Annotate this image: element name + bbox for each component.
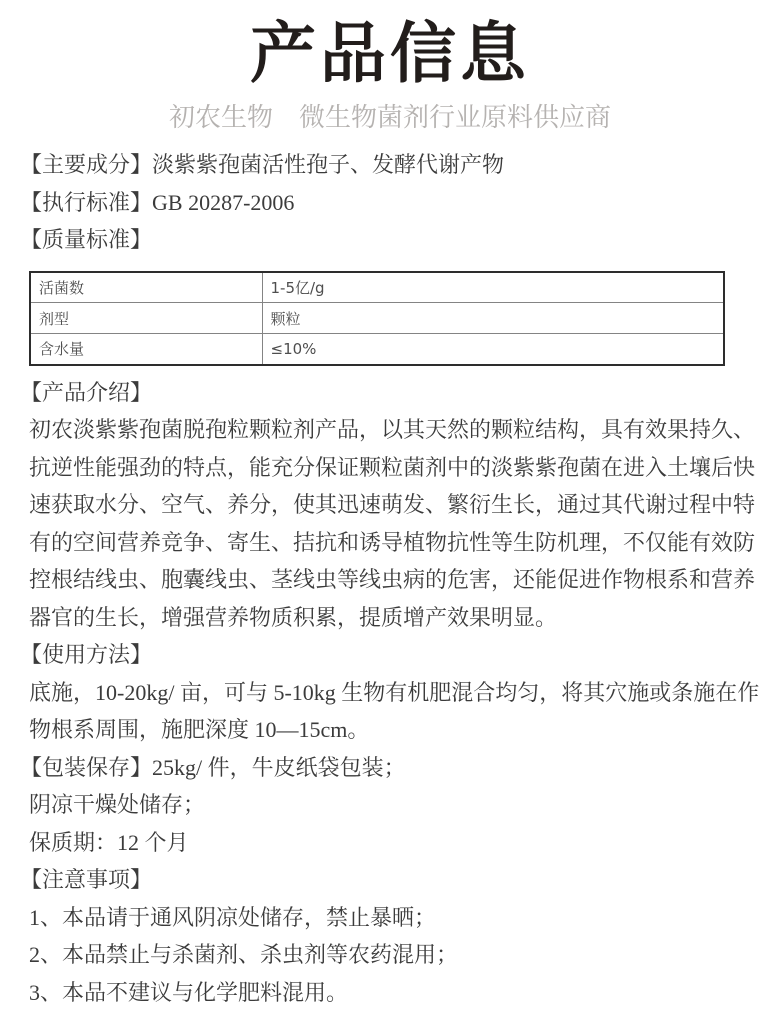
notes-heading: 【注意事项】 — [20, 867, 153, 892]
main-ingredients-label: 【主要成分】 — [20, 152, 153, 177]
table-cell-name: 剂型 — [30, 303, 262, 334]
standard-line — [20, 184, 760, 222]
note-item: 2、本品禁止与杀菌剂、杀虫剂等农药混用； — [29, 942, 459, 967]
main-ingredients-value: 淡紫紫孢菌活性孢子、发酵代谢产物 — [152, 152, 505, 177]
usage-paragraph — [20, 674, 760, 749]
shelf-life-line: 保质期：12 个月 — [29, 829, 189, 855]
quality-standard-heading: 【质量标准】 — [20, 227, 153, 252]
intro-line: 抗逆性能强劲的特点，能充分保证颗粒菌剂中的淡紫紫孢菌在进入土壤后快 — [29, 454, 756, 480]
standard-value: GB 20287-2006 — [152, 189, 295, 215]
intro-paragraph — [20, 411, 760, 636]
table-row — [30, 272, 724, 303]
intro-line: 初农淡紫紫孢菌脱孢粒颗粒剂产品，以其天然的颗粒结构，具有效果持久、 — [29, 417, 756, 442]
packaging-label: 【包装保存】 — [20, 754, 153, 780]
table-cell-value: ≤10% — [262, 334, 724, 365]
intro-line: 器官的生长，增强营养物质积累，提质增产效果明显。 — [29, 604, 558, 630]
intro-line: 有的空间营养竞争、寄生、拮抗和诱导植物抗性等生防机理，不仅能有效防 — [29, 529, 756, 555]
usage-heading: 【使用方法】 — [20, 642, 153, 667]
notes-list — [20, 899, 760, 1012]
table-cell-value: 颗粒 — [262, 303, 724, 334]
packaging-line — [20, 749, 760, 787]
intro-line: 速获取水分、空气、养分，使其迅速萌发、繁衍生长，通过其代谢过程中特 — [29, 492, 756, 517]
standard-label: 【执行标准】 — [20, 189, 153, 215]
content-area — [0, 146, 780, 1011]
note-item: 1、本品请于通风阴凉处储存，禁止暴晒； — [29, 904, 437, 930]
table-row — [30, 303, 724, 334]
usage-line: 物根系周围，施肥深度 10—15cm。 — [29, 717, 370, 742]
table-cell-name: 含水量 — [30, 334, 262, 365]
quality-table — [29, 271, 725, 366]
table-cell-value: 1-5亿/g — [262, 272, 724, 303]
packaging-value: 25kg/ 件，牛皮纸袋包装； — [152, 754, 406, 780]
table-row — [30, 334, 724, 365]
page-subtitle: 初农生物 微生物菌剂行业原料供应商 — [168, 103, 611, 133]
intro-line: 控根结线虫、胞囊线虫、茎线虫等线虫病的危害，还能促进作物根系和营养 — [29, 567, 756, 592]
page-title: 产品信息 — [250, 18, 530, 91]
intro-heading: 【产品介绍】 — [20, 379, 153, 405]
note-item: 3、本品不建议与化学肥料混用。 — [29, 979, 349, 1005]
usage-line: 底施，10-20kg/ 亩，可与 5-10kg 生物有机肥混合均匀，将其穴施或条施在作 — [29, 679, 760, 705]
main-ingredients-line — [20, 146, 760, 184]
table-cell-name: 活菌数 — [30, 272, 262, 303]
product-info-page — [0, 18, 780, 1036]
storage-line: 阴凉干燥处储存； — [29, 792, 206, 817]
